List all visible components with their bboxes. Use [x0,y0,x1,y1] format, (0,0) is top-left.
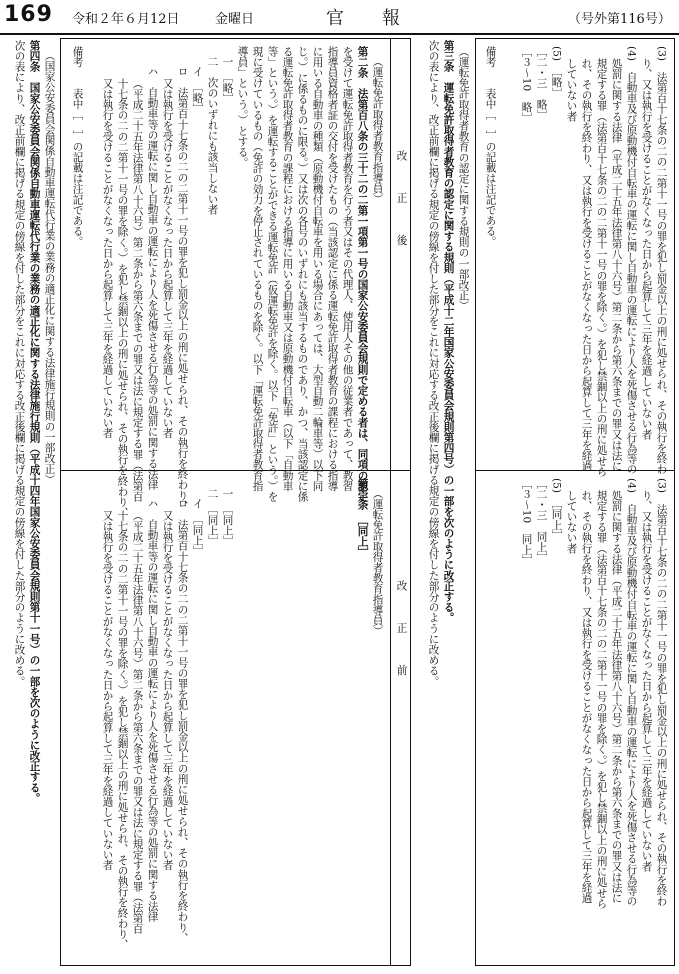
right-after-line-10: ［３〜10 略］ [520,46,533,124]
right-before-line-2: り、又は執行を受けることがなくなった日から起算して三年を経過していない者 [640,490,653,872]
mid-before-line-9: （平成二十五年法律第八十六号）第二条から第六条までの罪又は法に規定する罪（法第百 [131,510,144,934]
right-after-line-1: (3) 法第百十七条の二の二第十一号の罪を犯し罰金以上の刑に処せられ、その執行を終わ [655,46,668,475]
mid-after-line-4: 指導員資格者証の交付を受けたもの（当該認定に係る運転免許取得者教育の課程における指導 [326,46,339,492]
article4-body-1: 第四条 国家公安委員会関係自動車運転代行業の業務の適正化に関する法律施行規則（平成十四年国家公安委員会規則第十一号）の一部を次のように改正する。 [28,40,41,804]
mid-hyochu-note: 表中［ ］の記載は注記である。 [71,88,84,247]
mid-before-line-3: 一 ［同上］ [221,488,234,547]
mid-after-line-19: 又は執行を受けることがなくなった日から起算して三年を経過していない者 [101,78,114,439]
right-after-line-6: れ、その執行を終わり、又は執行を受けることがなくなった日から起算して三年を経過 [580,58,593,472]
mid-after-line-17: （平成二十五年法律第八十六号）第二条から第六条までの罪又は法に規定する罪（法第百 [131,78,144,502]
issue-date: 令和２年６月12日 [72,12,180,27]
right-after-line-9: ［二・三 略］ [535,46,548,121]
mid-after-line-9: 現に受けているもの（免許の効力を停止されているものを除く。以下「運転免許取得者教育指 [251,46,264,492]
right-after-line-7: していない者 [565,58,578,122]
right-before-line-8: (5) ［同上］ [550,478,563,541]
mid-after-line-13: イ ［略］ [191,66,204,114]
article3-body-2: 次の表により、改正前欄に掲げる規定の傍線を付した部分をこれに対応する改正後欄に掲げる規定の傍線を付した部分のように改める。 [427,40,440,687]
mid-heading-rule [390,38,391,966]
issue-number: （号外第116号） [568,12,671,27]
right-hyochu-note: 表中［ ］の記載は注記である。 [484,88,497,247]
mid-before-line-1: （運転免許取得者教育指導員） [371,488,384,637]
right-biko-label: 備考 [484,46,497,68]
mid-after-line-11: 一 ［略］ [221,56,234,104]
mid-biko-label: 備考 [71,46,84,68]
mid-after-line-8: 等」という。）を運転することができる運転免許（仮運転免許を除く。以下「免許」という。）を [266,46,279,502]
article4-title: （国家公安委員会関係自動車運転代行業の業務の適正化に関する法律施行規則の一部改正） [43,50,56,485]
mid-before-line-2: 第二条 ［同上］ [356,478,369,558]
mid-heading-before: 改 正 前 [395,580,408,676]
right-after-line-4: 処罰に関する法律（平成二十五年法律第八十六号）第二条から第六条までの罪又は法に [610,58,623,472]
right-before-line-10: ［３〜10 同上］ [520,478,533,566]
right-before-line-4: 処罰に関する法律（平成二十五年法律第八十六号）第二条から第六条までの罪又は法に [610,490,623,904]
article3-body-1: 第三条 運転免許取得者教育の認定に関する規則（平成十二年国家公安委員会規則第四号）の一部を次のように改正する。 [442,40,455,623]
right-after-line-5: 規定する罪（法第百十七条の二の二第十一号の罪を除く。）を犯し禁錮以上の刑に処せら [595,58,608,477]
mid-before-line-5: イ ［同上］ [191,498,204,557]
issue-weekday: 金曜日 [215,12,255,27]
mid-after-line-16: ハ 自動車等の運転に関し自動車の運転により人を死傷させる行為等の処罰に関する法律 [146,66,159,490]
mid-before-line-4: 二 ［同上］ [206,488,219,547]
mid-after-line-3: を受けて運転免許取得者教育を行う者又はその代理人、使用人その他の従業者であって、教習 [341,46,354,492]
mid-before-line-11: 又は執行を受けることがなくなった日から起算して三年を経過していない者 [101,510,114,871]
right-after-line-2: り、又は執行を受けることがなくなった日から起算して三年を経過していない者 [640,58,653,440]
right-table-divider [475,470,675,471]
mid-after-line-15: 又は執行を受けることがなくなった日から起算して三年を経過していない者 [161,78,174,439]
mid-after-line-12: 二 次のいずれにも該当しない者 [206,56,219,215]
article3-title: （運転免許取得者教育の認定に関する規則の一部改正） [457,46,470,311]
right-after-line-3: (4) 自動車及び原動機付自転車の運転に関し自動車の運転により人を死傷させる行為等の [625,46,638,475]
gazette-title: 官 報 [326,8,410,29]
right-before-line-5: 規定する罪（法第百十七条の二の二第十一号の罪を除く。）を犯し禁錮以上の刑に処せら [595,490,608,909]
mid-after-line-7: る運転免許取得者教育の課程における指導に用いる自動車又は原動機付自転車（以下「自動車 [281,46,294,492]
page-header [0,0,679,34]
mid-after-line-14: ロ 法第百十七条の二の二第十一号の罪を犯し罰金以上の刑に処せられ、その執行を終わり、 [176,66,189,512]
mid-after-line-5: に用いる自動車の種類（原動機付自転車を用いる場合にあっては、大型自動二輪車等）以下同 [311,46,324,492]
mid-before-line-10: 十七条の二の二第十一号の罪を除く。）を犯し禁錮以上の刑に処せられ、その執行を終わり、 [116,510,129,950]
mid-before-line-6: ロ 法第百十七条の二の二第十一号の罪を犯し罰金以上の刑に処せられ、その執行を終わり、 [176,498,189,944]
mid-after-line-18: 十七条の二の二第十一号の罪を除く。）を犯し禁錮以上の刑に処せられ、その執行を終わり、 [116,78,129,518]
right-before-line-9: ［二・三 同上］ [535,478,548,563]
right-before-line-7: していない者 [565,490,578,554]
right-before-line-6: れ、その執行を終わり、又は執行を受けることがなくなった日から起算して三年を経過 [580,490,593,904]
header-rule [0,33,679,35]
right-after-line-8: (5) ［略］ [550,46,563,99]
article4-body-2: 次の表により、改正前欄に掲げる規定の傍線を付した部分をこれに対応する改正後欄に掲げる規定の傍線を付した部分のように改める。 [13,40,26,687]
page-number: 169 [4,2,53,27]
mid-after-line-10: 導員」という。）とする。 [236,46,249,168]
mid-after-line-6: じ。）に係るものに限る。）又は次の各号のいずれにも該当するものであり、かつ、当該認定に係 [296,46,309,502]
mid-before-line-8: ハ 自動車等の運転に関し自動車の運転により人を死傷させる行為等の処罰に関する法律 [146,498,159,922]
mid-after-line-1: （運転免許取得者教育指導員） [371,56,384,205]
right-before-line-3: (4) 自動車及び原動機付自転車の運転に関し自動車の運転により人を死傷させる行為等の [625,478,638,907]
mid-after-line-2: 第二条 法第百八条の三十二の二第一項第一号の国家公安委員会規則で定める者は、同項の認定 [356,46,369,502]
mid-before-line-7: 又は執行を受けることがなくなった日から起算して三年を経過していない者 [161,510,174,871]
right-before-line-1: (3) 法第百十七条の二の二第十一号の罪を犯し罰金以上の刑に処せられ、その執行を終わ [655,478,668,907]
mid-heading-after: 改 正 後 [395,150,408,246]
